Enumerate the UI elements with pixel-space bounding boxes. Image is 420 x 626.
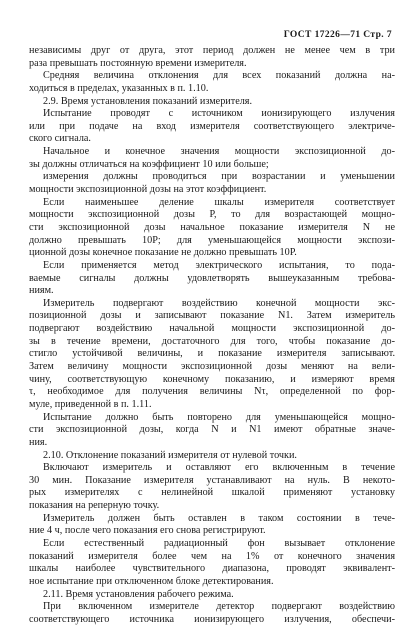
text-line: сти экспозиционной дозы начальное показание измерителя N не [29,221,395,233]
text-line: ходиться в пределах, указанных в п. 1.10. [29,82,209,94]
text-line: зы должны отличаться на коэффициент 10 или больше; [29,158,269,170]
text-line: раза превышать постоянную времени измерителя. [29,57,247,69]
text-line: 2.10. Отклонение показаний измерителя от нулевой точки. [43,449,297,461]
text-line: Начальное и конечное значения мощности экспозиционной до- [43,146,395,158]
text-line: соответствующего источника ионизирующего излучения, обеспечи- [29,613,395,625]
body-text [29,45,395,626]
text-line: Затем величину мощности экспозиционной дозы меняют на вели- [29,361,395,373]
text-line: ние 4 ч, после чего показания его снова регистрируют. [29,525,266,537]
text-line: Измеритель должен быть оставлен в таком состоянии в тече- [43,512,395,524]
text-line: Испытание должно быть повторено для уменьшающейся мощно- [43,411,395,423]
text-line: Включают измеритель и оставляют его включенным в течение [43,462,395,474]
text-line: подвергают воздействию начальной мощности экспозиционной до- [29,323,395,335]
text-line: должно превышать 10P; для уменьшающейся мощности экспози- [29,234,395,246]
text-line: стигло устойчивой величины, и показание измерителя записывают. [29,348,395,360]
text-line: ционной дозы конечное показание не должно превышать 10P. [29,247,297,259]
text-line: ваемые сигналы должны удовлетворять вышеуказанным требова- [29,272,395,284]
text-line: муле, приведенной в п. 1.11. [29,398,152,410]
text-line: чину, соответствующую конечному показанию, и измеряют время [29,373,395,385]
text-line: мощности экспозиционной дозы P, то для возрастающей мощно- [29,209,395,221]
text-line: ниям. [29,285,54,297]
text-line: ния. [29,436,48,448]
text-line: сти экспозиционной дозы, когда N и N1 имеют обратные значе- [29,424,395,436]
text-line: 2.9. Время установления показаний измерителя. [43,95,253,107]
text-line: Если естественный радиационный фон вызывает отклонение [43,537,395,549]
text-line: мощности экспозиционной дозы на этот коэффициент. [29,184,267,196]
text-line: ное испытание при отключенном блоке детектирования. [29,575,274,587]
text-line: Испытание проводят с источником ионизирующего излучения [43,108,395,120]
text-line: зы в течение времени, достаточного для того, чтобы показание до- [29,335,395,347]
text-line: ского сигнала. [29,133,91,145]
text-line: измерения должны проводиться при возрастании и уменьшении [43,171,395,183]
text-line: шкалы наиболее чувствительного диапазона, проводят эквивалент- [29,563,395,575]
text-line: показания на реперную точку. [29,500,160,512]
text-line: рых измерителях с нелинейной шкалой применяют установку [29,487,395,499]
text-line: позиционной дозы и записывают показание N1. Затем измеритель [29,310,395,322]
text-line: 30 мин. Показание измерителя устанавливают на нуль. В некото- [29,474,395,486]
text-line: Если наименьшее деление шкалы измерителя соответствует [43,196,395,208]
text-line: Если применяется метод электрического испытания, то пода- [43,259,395,271]
text-line: независимы друг от друга, этот период должен не менее чем в три [29,45,395,56]
text-line: Измеритель подвергают воздействию конечной мощности экс- [43,297,395,309]
text-line: При включенном измерителе детектор подвергают воздействию [43,601,395,613]
page-header: ГОСТ 17226—71 Стр. 7 [283,30,392,40]
text-line: 2.11. Время установления рабочего режима. [43,588,234,600]
text-line: или при подаче на вход измерителя соответствующего электриче- [29,120,395,132]
text-line: Средняя величина отклонения для всех показаний должна на- [43,70,395,82]
text-line: показаний измерителя более чем на 1% от конечного значения [29,550,395,562]
text-line: τ, необходимое для получения величины Nτ, определенной по фор- [29,386,395,398]
